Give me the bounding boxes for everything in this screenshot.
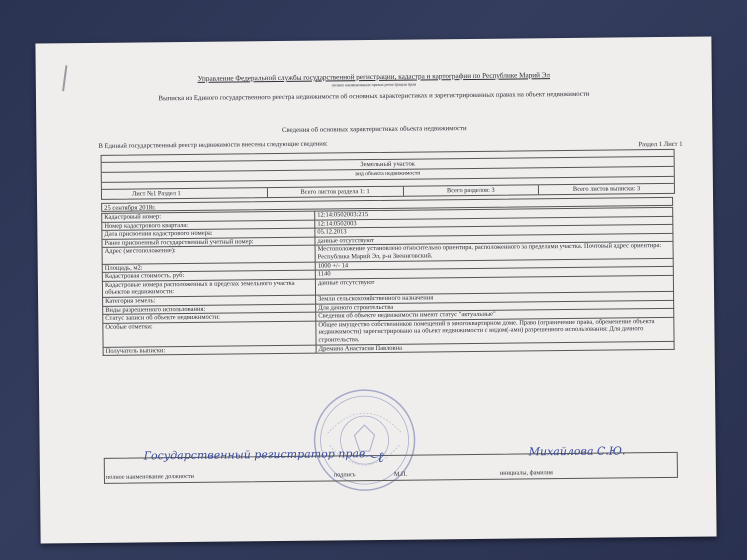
- row-value: Местоположение установлено относительно ориентира, расположенного за пределами участка. Почтовый адрес ориентира: Республика Марий Эл, р-н Звениговский.: [315, 242, 673, 262]
- object-type: Земельный участок: [102, 157, 674, 173]
- section-sheet-number: Раздел 1 Лист 1: [638, 140, 683, 149]
- row-value: 1140: [315, 267, 673, 279]
- row-value: данные отсутствуют: [315, 275, 673, 295]
- agency-name: Управление Федеральной службы государственной регистрации, кадастра и картографии по Республике Марий Эл: [197, 71, 551, 83]
- sheet-number: Лист №1 Раздел 1: [102, 188, 268, 199]
- row-label: Категория земель:: [103, 295, 316, 306]
- row-value: 12:14:0502003:215: [315, 207, 673, 219]
- extract-date: 25 сентября 2018г.: [101, 197, 673, 212]
- row-value: Сведения об объекте недвижимости имеют статус "актуальные": [316, 309, 674, 321]
- object-type-caption: вид объекта недвижимости: [102, 167, 674, 183]
- agency-caption: полное наименование органа регистрации прав: [331, 81, 417, 88]
- row-label: Кадастровые номера расположенных в пределах земельного участка объектов недвижимости:: [102, 279, 315, 297]
- row-value: Для дачного строительства: [316, 300, 674, 312]
- object-type-box: [101, 149, 675, 200]
- extract-title: Выписка из Единого государственного реестра недвижимости об основных характеристиках и зарегистрированных правах на объект недвижимости: [158, 90, 590, 103]
- row-value: данные отсутствуют: [315, 233, 673, 245]
- row-label: Статус записи об объекте недвижимости:: [103, 312, 316, 323]
- row-value: Общее имущество собственников помещений в многоквартирном доме. Право (ограничение права, обременение объекта недвижимости) зарегистрировано на объект недвижимости с видом(-ами) разрешенного использования: Для дачного строительства.: [316, 317, 674, 345]
- intro-text: В Единый государственный реестр недвижимости внесены следующие сведения:: [98, 140, 328, 150]
- total-sheets: Всего листов выписки: 3: [572, 185, 641, 193]
- sheets-in-section: Всего листов раздела 1: 1: [268, 187, 404, 197]
- characteristics-table: [101, 207, 674, 356]
- row-label: Получатель выписки:: [103, 345, 316, 356]
- row-label: Дата присвоения кадастрового номера:: [102, 228, 315, 239]
- row-value: 12:14:0502003: [315, 216, 673, 228]
- row-label: Кадастровая стоимость, руб:: [102, 270, 315, 281]
- name-caption: инициалы, фамилия: [499, 469, 553, 477]
- row-label: Номер кадастрового квартала:: [102, 220, 315, 231]
- row-label: Кадастровый номер:: [102, 211, 315, 222]
- position-caption: полное наименование должности: [105, 472, 194, 481]
- handwritten-name: Михайлова С.Ю.: [528, 444, 626, 459]
- total-sections: Всего разделов: 3: [403, 185, 539, 195]
- row-label: Ранее присвоенный государственный учетный номер:: [102, 237, 315, 248]
- row-label: Адрес (местоположение):: [102, 246, 315, 264]
- stamp-caption: М.П.: [393, 470, 408, 478]
- row-label: Площадь, м2:: [102, 262, 315, 273]
- signature-scribble: 〜ℓ: [363, 449, 384, 467]
- signature-caption: подпись: [333, 471, 356, 479]
- document-page: [35, 36, 716, 543]
- row-label: Виды разрешенного использования:: [103, 304, 316, 315]
- row-value: 05.12.2013: [315, 225, 673, 237]
- row-value: Земли сельскохозяйственного назначения: [316, 291, 674, 303]
- section-title: Сведения об основных характеристиках объекта недвижимости: [281, 125, 467, 134]
- row-value: 1000 +/- 14: [315, 258, 673, 270]
- handwritten-position: Государственный регистратор прав: [143, 447, 366, 463]
- row-value: Дремина Анастасия Павловна: [316, 341, 674, 353]
- row-label: Особые отметки:: [103, 321, 316, 347]
